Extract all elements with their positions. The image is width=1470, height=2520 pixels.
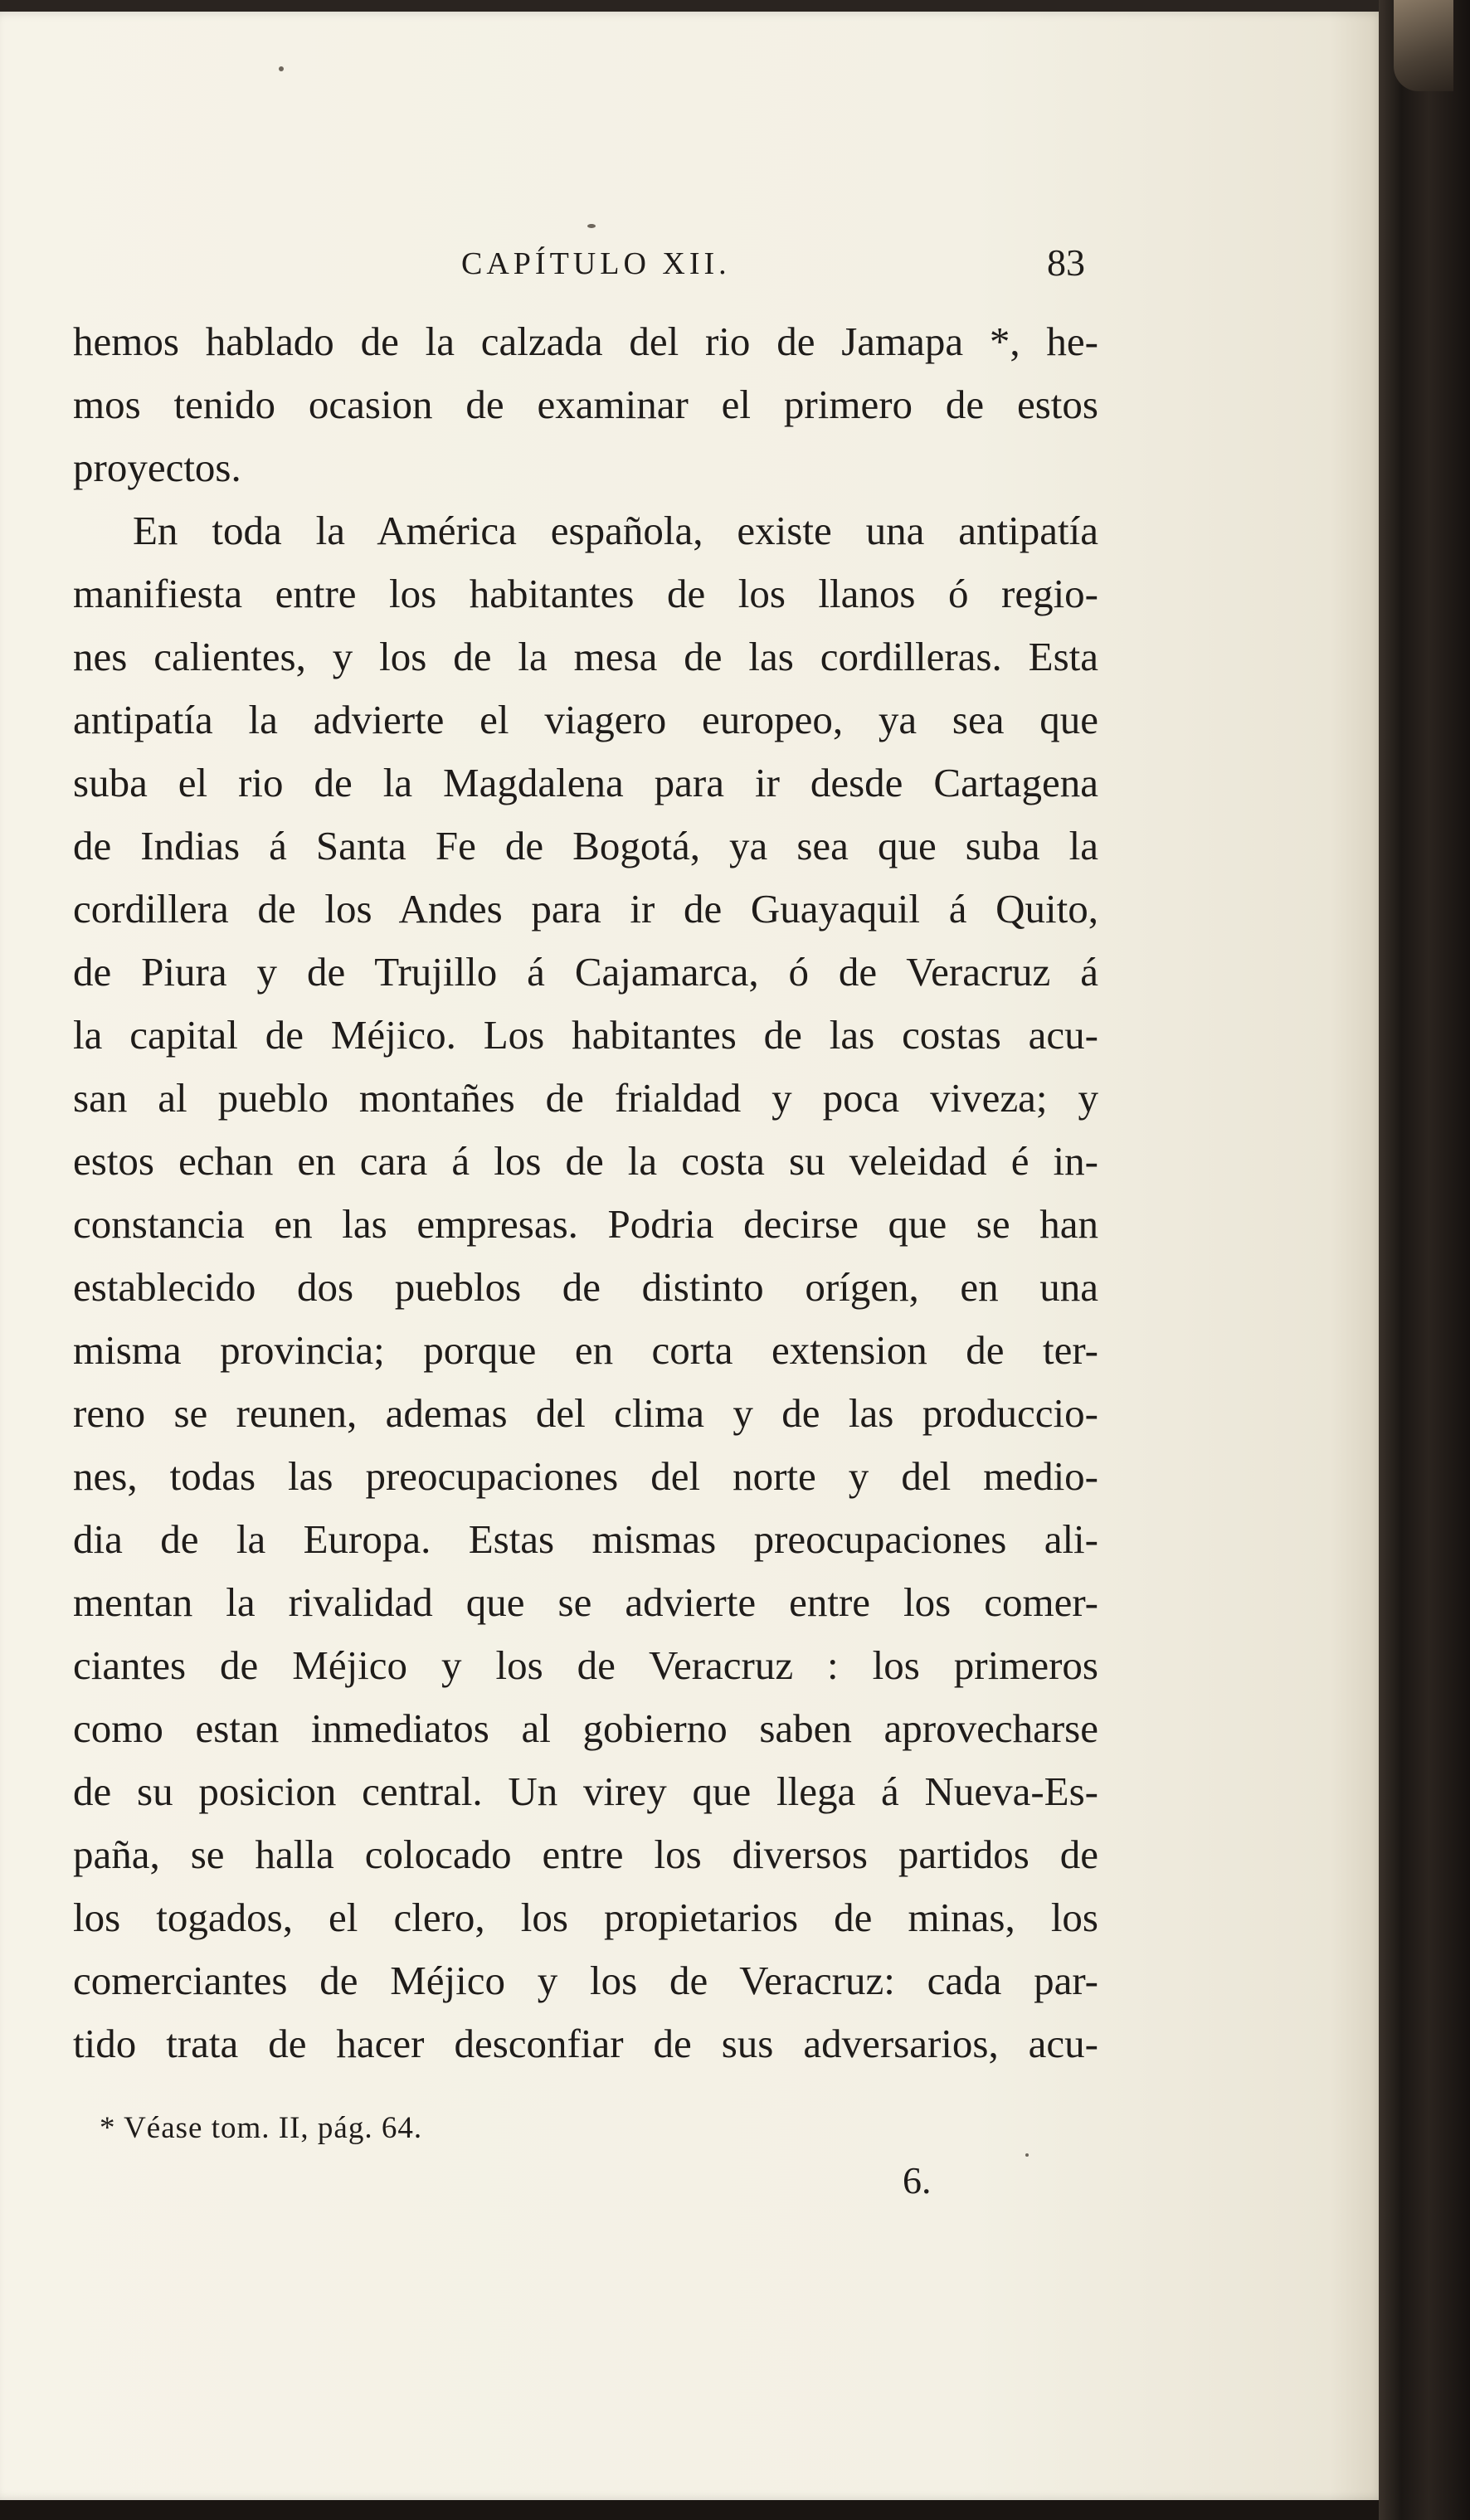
running-head: CAPÍTULO XII. (461, 246, 731, 281)
text-line: proyectos. (73, 445, 241, 490)
page-number: 83 (1047, 241, 1085, 284)
text-line: comerciantes de Méjico y los de Veracruz: cada par- (73, 1958, 1098, 2003)
scan-speck (279, 66, 284, 71)
text-line: ciantes de Méjico y los de Veracruz : los primeros (73, 1642, 1098, 1688)
text-line: manifiesta entre los habitantes de los llanos ó regio- (73, 571, 1098, 616)
binding-corner (1394, 0, 1453, 91)
text-line: nes calientes, y los de la mesa de las cordilleras. Esta (73, 634, 1098, 679)
book-binding (1379, 0, 1470, 2520)
text-line: tido trata de hacer desconfiar de sus adversarios, acu- (73, 2021, 1098, 2066)
text-line: En toda la América española, existe una antipatía (133, 508, 1098, 553)
footnote: * Véase tom. II, pág. 64. (100, 2111, 423, 2145)
signature-mark: 6. (903, 2159, 932, 2201)
text-line: san al pueblo montañes de frialdad y poca viveza; y (73, 1075, 1098, 1121)
text-line: establecido dos pueblos de distinto orígen, en una (73, 1264, 1098, 1310)
text-line: constancia en las empresas. Podria decirse que se han (73, 1201, 1098, 1247)
text-line: la capital de Méjico. Los habitantes de las costas acu- (73, 1012, 1098, 1058)
text-line: los togados, el clero, los propietarios de minas, los (73, 1895, 1098, 1940)
text-line: de Indias á Santa Fe de Bogotá, ya sea que suba la (73, 823, 1098, 868)
text-line: paña, se halla colocado entre los diversos partidos de (73, 1832, 1098, 1877)
text-line: reno se reunen, ademas del clima y de las produccio- (73, 1390, 1098, 1436)
text-line: hemos hablado de la calzada del rio de Jamapa *, he- (73, 319, 1098, 364)
body-text (73, 310, 1098, 2075)
text-line: de su posicion central. Un virey que llega á Nueva-Es- (73, 1768, 1098, 1814)
text-line: de Piura y de Trujillo á Cajamarca, ó de Veracruz á (73, 949, 1098, 995)
text-line: nes, todas las preocupaciones del norte y del medio- (73, 1453, 1098, 1499)
text-line: como estan inmediatos al gobierno saben aprovecharse (73, 1705, 1098, 1751)
text-line: dia de la Europa. Estas mismas preocupaciones ali- (73, 1516, 1098, 1562)
text-line: antipatía la advierte el viagero europeo, ya sea que (73, 697, 1098, 742)
text-line: mos tenido ocasion de examinar el primero de estos (73, 382, 1098, 427)
scan-speck (587, 224, 596, 228)
text-line: misma provincia; porque en corta extension de ter- (73, 1327, 1098, 1373)
scan-speck (1025, 2153, 1029, 2157)
text-line: mentan la rivalidad que se advierte entre los comer- (73, 1579, 1098, 1625)
text-line: estos echan en cara á los de la costa su veleidad é in- (73, 1138, 1098, 1184)
text-line: cordillera de los Andes para ir de Guayaquil á Quito, (73, 886, 1098, 932)
text-line: suba el rio de la Magdalena para ir desde Cartagena (73, 760, 1098, 805)
